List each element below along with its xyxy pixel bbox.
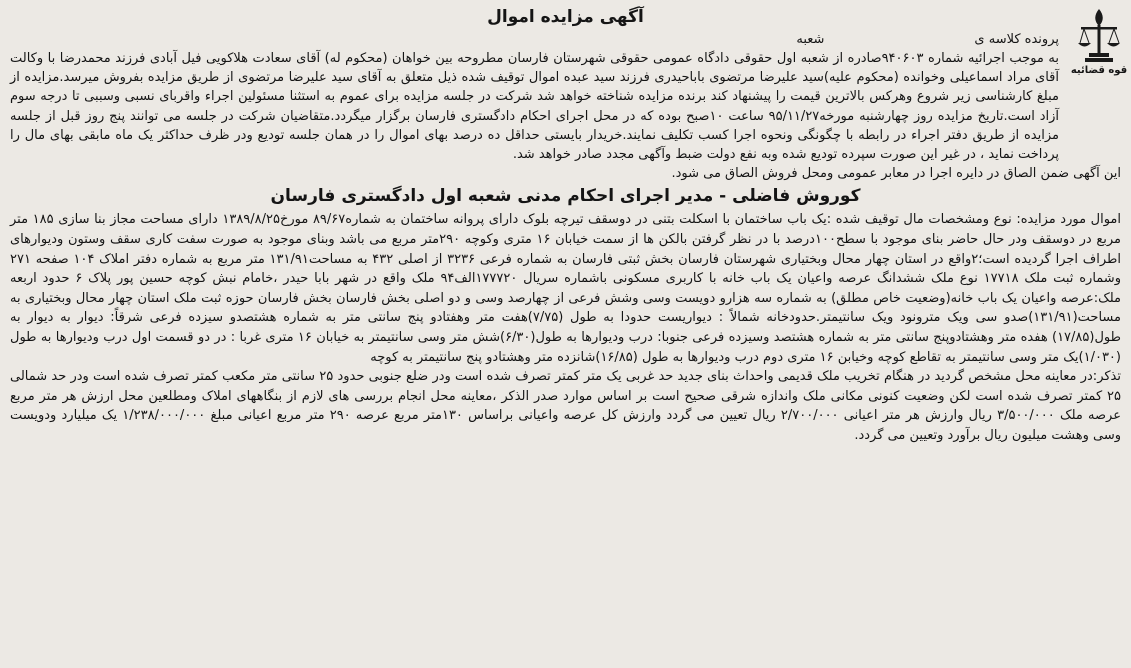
notice-title: آگهی مزایده اموال bbox=[487, 7, 644, 27]
appraisal-note: تذکر:در معاینه محل مشخص گردید در هنگام تخریب ملک قدیمی واحداث بنای جدید حد غربی یک متر کمتر تصرف شده است ودر ضلع جنوبی حدود ۲۵ سانتی متر مکعب کمتر تصرف شده است ودر حد شمالی ۲۵ کمتر تصرف شده است لکن وضعیت کنونی مکانی ملک واندازه شرقی صحیح است بر اساس موارد صدر الذکر ،معاینه محل انجام بررسی های لازم از بنگاههای املاک ومطلعین محل ارزش هر متر مربع عرصه ملک ۳/۵۰۰/۰۰۰ ریال وارزش هر متر اعیانی ۲/۷۰۰/۰۰۰ ریال تعیین می گردد وارزش کل عرصه واعیانی براساس ۱۳۰متر مربع عرصه ۲۹۰ متر مربع اعیانی مبلغ ۱/۲۳۸/۰۰۰/۰۰۰ یک میلیارد ودویست وسی وهشت میلیون ریال برآورد وتعیین می گردد. bbox=[10, 369, 1121, 443]
file-class-label: پرونده کلاسه ی bbox=[974, 31, 1059, 47]
file-info-row bbox=[10, 29, 1121, 49]
property-description: اموال مورد مزایده: نوع ومشخصات مال توقیف شده :یک باب ساختمان با اسکلت بتنی در دوسقف تیرچه بلوک دارای پروانه ساختمان به شماره۸۹/۶۷ مورخ۱۳۸۹/۸/۲۵ دارای مساحت مجاز بنا سازی ۱۸۵ متر مربع در دوسقف ودر حال حاضر بنای موجود با سطح۱۰۰درصد با در نظر گرفتن بالکن ها از سمت خیابان ۱۶ متری وکوچه ۲۹۰متر مربع می باشد وبنای موجود به صورت سفت کاری سقف وستون ودیوارهای اطراف اجرا گردیده است؛۲واقع در استان چهار محال وبختیاری شهرستان فارسان بخش ثبتی فارسان به شماره فرعی ۳۲۳۶ از اصلی ۴۳۲ به مساحت۱۳۱/۹۱ متر مربع به شماره دفتر املاک ۱۰۴ صفحه ۲۷۱ وشماره ثبت ملک ۱۷۷۱۸ نوع ملک ششدانگ عرصه واعیان یک باب خانه با کاربری مسکونی باشماره سریال ۱۷۷۷۲۰الف۹۴ ملک واقع در شهر بابا حیدر ،خامام نبش کوچه حسین پور پلاک ۶ حدود اربعه ملک:عرصه واعیان یک باب خانه(وضعیت خاص مطلق) به شماره سه هزارو دویست وسی وشش فرعی از چهارصد وسی و دو اصلی بخش فارسان بخش فارسان حوزه ثبت ملک استان چهار محال وبختیاری به مساحت(۱۳۱/۹۱)صدو سی ویک مترونود ویک سانتیمتر.حدودخانه شمالاً : دیواریست حدودا به طول (۷/۷۵)هفت متر وهفتادو پنج سانتی متر به شماره هشتصدو سیزده فرعی شرقاً: دیوار به دیوار به طول(۱۷/۸۵) هفده متر وهشتادوپنج سانتی متر به شماره هشتصد وسیزده فرعی جنوبا: درب ودیوارها به طول(۶/۳۰)شش متر وسی سانتیمتر به خیابان ۱۶ متری غربا : در دو قسمت اول درب ودیوارها به طول (۱/۰۳۰)یک متر وسی سانتیمتر به تقاطع کوچه وخیابن ۱۶ متری دوم درب ودیوارها به طول (۱۶/۸۵)شانزده متر وهشتادو پنج سانتیمتر به کوچه bbox=[10, 212, 1121, 365]
branch-label: شعبه bbox=[796, 31, 825, 47]
signature-line: کوروش فاضلی - مدیر اجرای احکام مدنی شعبه اول دادگستری فارسان bbox=[270, 186, 861, 207]
emblem-caption: قوه قضائیه bbox=[1070, 65, 1128, 76]
notice-paragraph-2: این آگهی ضمن الصاق در دایره اجرا در معابر عمومی ومحل فروش الصاق می شود. bbox=[671, 166, 1121, 182]
scales-of-justice-icon bbox=[1077, 6, 1121, 64]
judiciary-emblem bbox=[1070, 6, 1128, 82]
notice-paragraph-1: به موجب اجرائیه شماره ۹۴۰۶۰۳صادره از شعبه اول حقوقی دادگاه عمومی حقوقی شهرستان فارسان مطروحه بین خواهان (محکوم له) آقای سعادت هلاکویی فیل آبادی فرزند محمدرضا با وکالت آقای مراد اسماعیلی وخوانده (محکوم علیه)سید علیرضا مرتضوی باباحیدری فرزند سید عبده اموال توقیف شده ذیل متعلق به آقای سید علیرضا مرتضوی از طریق مزایده بفروش میرسد.مزایده از مبلغ کارشناسی زیر شروع وهرکس بالاترین قیمت را پیشنهاد کند برنده مزایده شناخته خواهد شد شرکت در جلسه مزایده برای عموم به استثنا مسئولین اجراء واقربای نسبی وسببی تا درجه سوم آزاد است.تاریخ مزایده روز چهارشنبه مورخه۹۵/۱۱/۲۷ ساعت ۱۰صبح بوده که در محل اجرای احکام دادگستری فارسان برگزار میگردد.متقاضیان شرکت در جلسه می توانند پنج روز قبل از جلسه مزایده از طریق دفتر اجراء در رابطه با چگونگی ونحوه اجرا کسب تکلیف نمایند.خریدار بایستی حداقل ده درصد بهای اموال را در همان جلسه تودیع ودر ظرف حداکثر یک ماه مابقی بهای مال را پرداخت نماید ، در غیر این صورت سپرده تودیع شده وبه نفع دولت ضبط وآگهی مجدد صادر خواهد شد. bbox=[10, 51, 1060, 163]
